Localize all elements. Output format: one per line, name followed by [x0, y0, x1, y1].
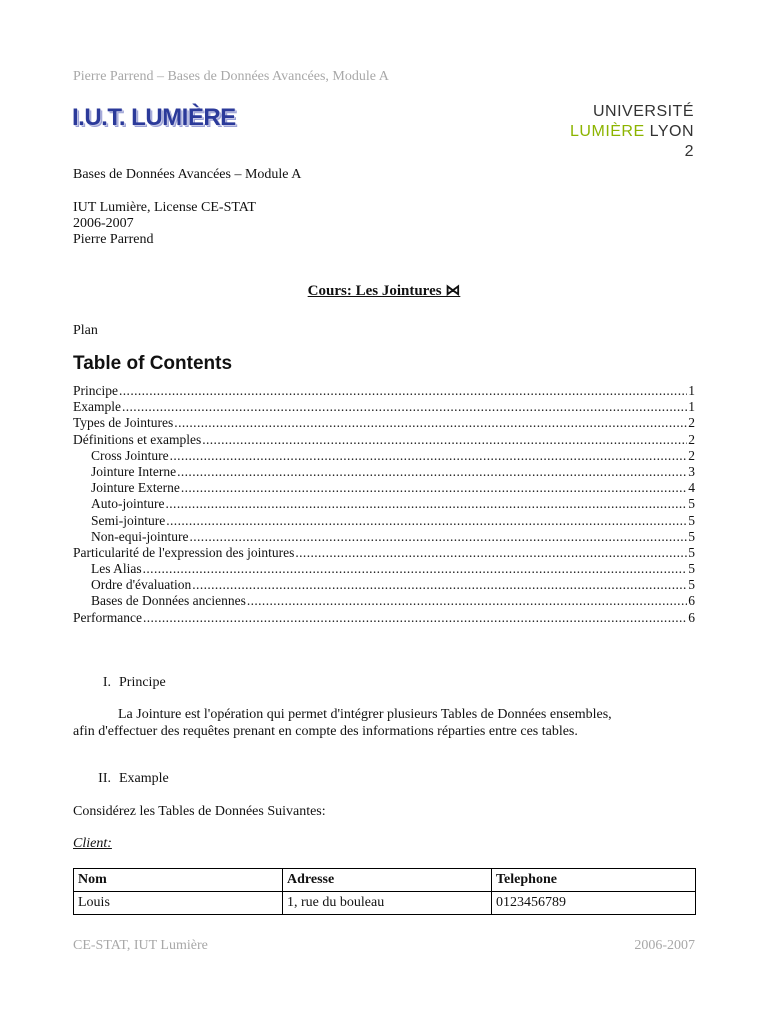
paragraph-line: La Jointure est l'opération qui permet d'intégrer plusieurs Tables de Données ensembles,	[118, 707, 612, 722]
toc-entry[interactable]: Ordre d'évaluation ..... 5	[73, 577, 695, 593]
footer-left: CE-STAT, IUT Lumière	[73, 938, 208, 953]
table-of-contents	[73, 383, 695, 626]
toc-entry[interactable]: Cross Jointure ..... 2	[73, 448, 695, 464]
section-title: Principe	[119, 675, 166, 690]
document-title: Cours: Les Jointures ⋈	[307, 283, 461, 299]
universite-lyon2-logo	[560, 102, 694, 162]
author-name: Pierre Parrend	[73, 232, 154, 247]
toc-entry[interactable]: Jointure Interne ..... 3	[73, 464, 695, 480]
section-title: Example	[119, 771, 169, 786]
section-heading-example	[92, 771, 169, 787]
toc-entry[interactable]: Définitions et examples ..... 2	[73, 432, 695, 448]
table-caption: Client:	[73, 836, 112, 851]
logo-lumiere-word: LUMIÈRE	[570, 123, 645, 140]
toc-entry[interactable]: Bases de Données anciennes ..... 6	[73, 593, 695, 609]
column-header: Nom	[74, 869, 283, 892]
section-number: II.	[98, 771, 111, 786]
toc-entry[interactable]: Example ..... 1	[73, 399, 695, 415]
table-row	[74, 892, 696, 915]
toc-entry[interactable]: Principe ..... 1	[73, 383, 695, 399]
logo-lyon2-word: LYON 2	[649, 123, 694, 160]
table-header-row	[74, 869, 696, 892]
toc-entry[interactable]: Non-equi-jointure ..... 5	[73, 529, 695, 545]
course-name: Bases de Données Avancées – Module A	[73, 167, 302, 182]
plan-label: Plan	[73, 323, 98, 338]
paragraph-line: afin d'effectuer des requêtes prenant en compte des informations réparties entre ces tables.	[73, 723, 578, 739]
school-name: IUT Lumière, License CE-STAT	[73, 200, 256, 215]
toc-entry[interactable]: Auto-jointure ..... 5	[73, 496, 695, 512]
logo-university-word: UNIVERSITÉ	[592, 103, 694, 120]
table-cell: Louis	[74, 892, 283, 915]
toc-heading: Table of Contents	[73, 353, 233, 374]
example-intro: Considérez les Tables de Données Suivantes:	[73, 804, 326, 819]
academic-year: 2006-2007	[73, 216, 134, 231]
toc-entry[interactable]: Performance ..... 6	[73, 610, 695, 626]
footer-right: 2006-2007	[634, 938, 695, 953]
column-header: Adresse	[283, 869, 492, 892]
column-header: Telephone	[492, 869, 696, 892]
toc-entry[interactable]: Particularité de l'expression des jointures ..... 5	[73, 545, 695, 561]
toc-entry[interactable]: Types de Jointures ..... 2	[73, 415, 695, 431]
toc-entry[interactable]: Les Alias ..... 5	[73, 561, 695, 577]
table-cell: 1, rue du bouleau	[283, 892, 492, 915]
iut-lumiere-logo: I.U.T. LUMIÈRE	[72, 104, 236, 131]
principe-paragraph	[73, 707, 695, 740]
client-table	[73, 868, 696, 915]
page-header: Pierre Parrend – Bases de Données Avancées, Module A	[73, 69, 389, 84]
toc-entry[interactable]: Semi-jointure ..... 5	[73, 513, 695, 529]
section-heading-principe	[92, 675, 166, 691]
table-cell: 0123456789	[492, 892, 696, 915]
section-number: I.	[102, 675, 111, 690]
toc-entry[interactable]: Jointure Externe ..... 4	[73, 480, 695, 496]
